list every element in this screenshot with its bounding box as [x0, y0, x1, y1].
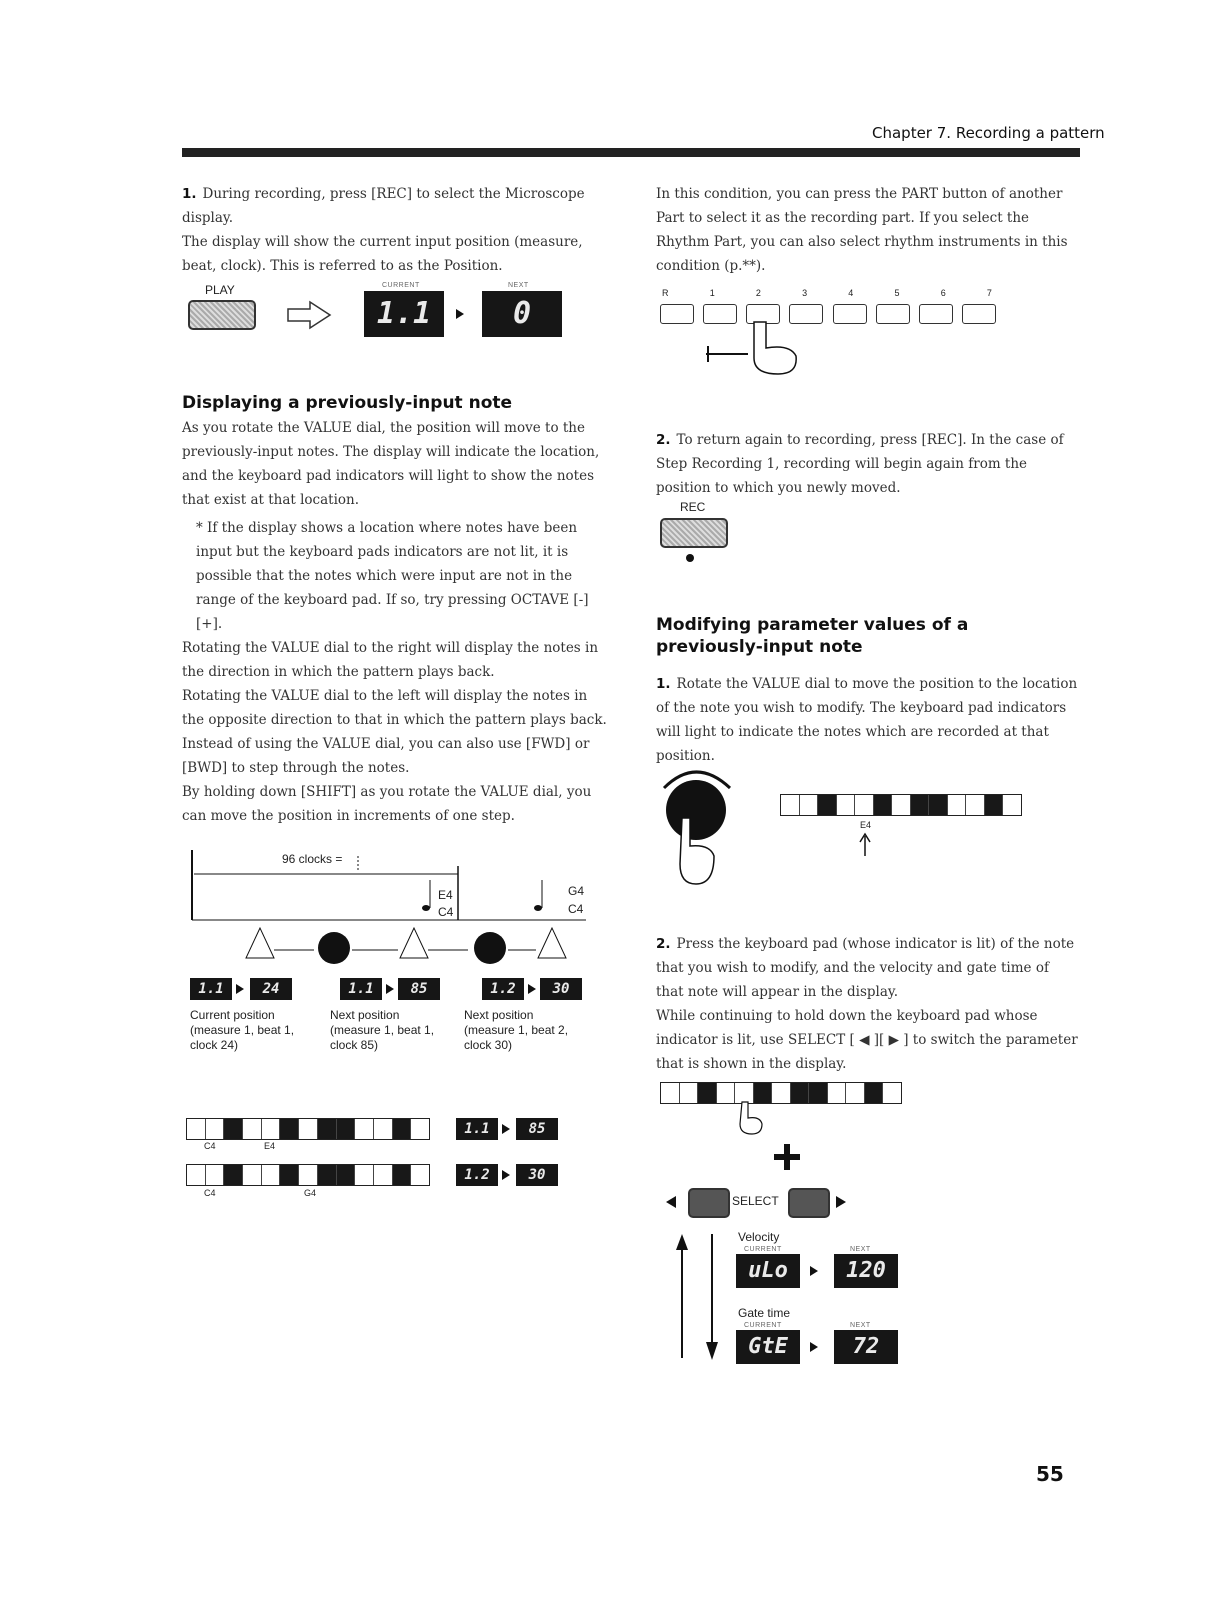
header-rule: [182, 148, 1080, 157]
velocity-current-display: uLo: [736, 1254, 800, 1288]
step-text: During recording, press [REC] to select the Microscope display.: [182, 186, 585, 226]
paragraph: The display will show the current input position (measure, beat, clock). This is referred to as the Position.: [182, 234, 583, 274]
paragraph: Rotating the VALUE dial to the right will display the notes in the direction in which the pattern plays back.: [182, 640, 599, 680]
chapter-header: Chapter 7. Recording a pattern: [872, 124, 1105, 142]
caption-title: Current position: [190, 1008, 275, 1022]
note-text: If the display shows a location where notes have been input but the keyboard pads indicators are not lit, it is possible that the notes which were input are not in the range of the keyboard pad. If so, try pressing OCTAVE [-][+].: [196, 520, 589, 632]
select-right-button: [788, 1188, 830, 1218]
value-dial-icon: [656, 760, 746, 890]
play-triangle-icon: [528, 984, 536, 994]
right-step3: [656, 672, 1080, 768]
velocity-label: Velocity: [738, 1230, 780, 1244]
part-number: 4: [848, 288, 854, 298]
current-display: 1.1: [190, 978, 232, 1000]
paragraph: By holding down [SHIFT] as you rotate the VALUE dial, you can move the position in increments of one step.: [182, 784, 592, 824]
step-number: 1.: [182, 186, 197, 202]
current-display: 1.1: [456, 1118, 498, 1140]
part-button: [876, 304, 910, 324]
arrow-right-icon: [286, 300, 334, 330]
section-heading: Displaying a previously-input note: [182, 393, 513, 413]
caption-next-position: [330, 1008, 434, 1053]
caption-next-position: [464, 1008, 568, 1053]
rec-button: [660, 518, 728, 548]
step-number: 2.: [656, 936, 671, 952]
play-triangle-icon: [386, 984, 394, 994]
key-label: C4: [204, 1188, 216, 1198]
caption-detail: (measure 1, beat 1,: [330, 1023, 435, 1037]
gate-next-display: 72: [834, 1330, 898, 1364]
part-number-row: [662, 288, 992, 298]
part-button: [833, 304, 867, 324]
current-display: 1.1: [340, 978, 382, 1000]
part-number: 3: [802, 288, 808, 298]
pointing-hand-icon: [704, 318, 824, 376]
caption-detail: (measure 1, beat 2,: [464, 1023, 569, 1037]
part-button: [919, 304, 953, 324]
paragraph: As you rotate the VALUE dial, the position will move to the previously-input notes. The display will indicate the location, and the keyboard pad indicators will light to show the notes that exist at that location.: [182, 420, 600, 508]
paragraph: While continuing to hold down the keyboard pad whose indicator is lit, use SELECT [ ◀ ][ ▶ ] to switch the parameter that is shown in the display.: [656, 1008, 1078, 1072]
keyboard-pad-row: [186, 1118, 430, 1140]
plus-icon: [770, 1142, 804, 1172]
left-body: [182, 416, 608, 828]
paragraph: Rotating the VALUE dial to the left will display the notes in the opposite direction to that in which the pattern plays back.: [182, 688, 607, 728]
step-number: 1.: [656, 676, 671, 692]
next-label: NEXT: [508, 282, 529, 289]
up-arrow-icon: [858, 832, 872, 856]
rec-indicator: [686, 554, 694, 562]
current-label: CURRENT: [382, 282, 420, 289]
note-label-c4: C4: [568, 902, 584, 916]
current-display: 1.2: [482, 978, 524, 1000]
rec-label: REC: [680, 500, 706, 514]
caption-current-position: [190, 1008, 294, 1053]
next-display: 30: [540, 978, 582, 1000]
select-right-arrow-icon: [836, 1196, 846, 1208]
next-display: 85: [398, 978, 440, 1000]
note-label-c4: C4: [438, 905, 454, 919]
keyboard-pad-row: [186, 1164, 430, 1186]
step-number: 2.: [656, 432, 671, 448]
right-step4: [656, 932, 1080, 1076]
keyboard-pad-row: [660, 1082, 902, 1104]
key-label: E4: [860, 820, 872, 830]
note-label-e4: E4: [438, 888, 453, 902]
page-number: 55: [1036, 1462, 1064, 1486]
caption-title: Next position: [330, 1008, 400, 1022]
clocks-label: 96 clocks =: [282, 852, 343, 866]
part-number: R: [662, 288, 669, 298]
note-mark: *: [196, 520, 203, 536]
next-display: 24: [250, 978, 292, 1000]
key-label: G4: [304, 1188, 317, 1198]
caption-detail: clock 24): [190, 1038, 239, 1052]
part-number: 5: [894, 288, 900, 298]
play-triangle-icon: [456, 309, 464, 319]
part-button: [660, 304, 694, 324]
right-para1: In this condition, you can press the PART button of another Part to select it as the recording part. If you select the Rhythm Part, you can also select rhythm instruments in this condition (p.**).: [656, 186, 1068, 274]
velocity-next-display: 120: [834, 1254, 898, 1288]
key-label: C4: [204, 1141, 216, 1151]
next-display: 85: [516, 1118, 558, 1140]
play-button: [188, 300, 256, 330]
caption-detail: clock 85): [330, 1038, 379, 1052]
section-heading: Modifying parameter values of a previously-input note: [656, 615, 969, 657]
left-step1: [182, 182, 608, 278]
step-text: Rotate the VALUE dial to move the position to the location of the note you wish to modify. The keyboard pad indicators will light to indicate the notes which are recorded at that position.: [656, 676, 1078, 764]
cycle-arrows-icon: [672, 1228, 722, 1368]
part-button: [962, 304, 996, 324]
current-display: 1.2: [456, 1164, 498, 1186]
play-triangle-icon: [236, 984, 244, 994]
next-display: 30: [516, 1164, 558, 1186]
caption-detail: (measure 1, beat 1,: [190, 1023, 295, 1037]
play-triangle-icon: [502, 1124, 510, 1134]
timeline-diagram: [186, 850, 606, 990]
play-triangle-icon: [502, 1170, 510, 1180]
right-step2: [656, 428, 1080, 500]
part-number: 1: [709, 288, 715, 298]
current-display: 1.1: [364, 291, 444, 337]
play-triangle-icon: [810, 1342, 818, 1352]
play-triangle-icon: [810, 1266, 818, 1276]
step-text: Press the keyboard pad (whose indicator is lit) of the note that you wish to modify, and the velocity and gate time of that note will appear in the display.: [656, 936, 1075, 1000]
keyboard-pad-row: [780, 794, 1022, 816]
current-label: CURRENT: [744, 1322, 782, 1329]
pointing-hand-icon: [734, 1100, 764, 1136]
note-label-g4: G4: [568, 884, 585, 898]
part-number: 7: [986, 288, 992, 298]
play-label: PLAY: [205, 283, 235, 297]
key-label: E4: [264, 1141, 276, 1151]
select-left-button: [688, 1188, 730, 1218]
paragraph: Instead of using the VALUE dial, you can also use [FWD] or [BWD] to step through the notes.: [182, 736, 590, 776]
select-left-arrow-icon: [666, 1196, 676, 1208]
caption-detail: clock 30): [464, 1038, 513, 1052]
next-display: 0: [482, 291, 562, 337]
part-number: 6: [940, 288, 946, 298]
next-label: NEXT: [850, 1322, 871, 1329]
select-label: SELECT: [732, 1194, 779, 1208]
caption-title: Next position: [464, 1008, 534, 1022]
step-text: To return again to recording, press [REC]. In the case of Step Recording 1, recording will begin again from the position to which you newly moved.: [656, 432, 1064, 496]
gate-current-display: GtE: [736, 1330, 800, 1364]
current-label: CURRENT: [744, 1246, 782, 1253]
gate-time-label: Gate time: [738, 1306, 791, 1320]
part-number: 2: [755, 288, 761, 298]
next-label: NEXT: [850, 1246, 871, 1253]
